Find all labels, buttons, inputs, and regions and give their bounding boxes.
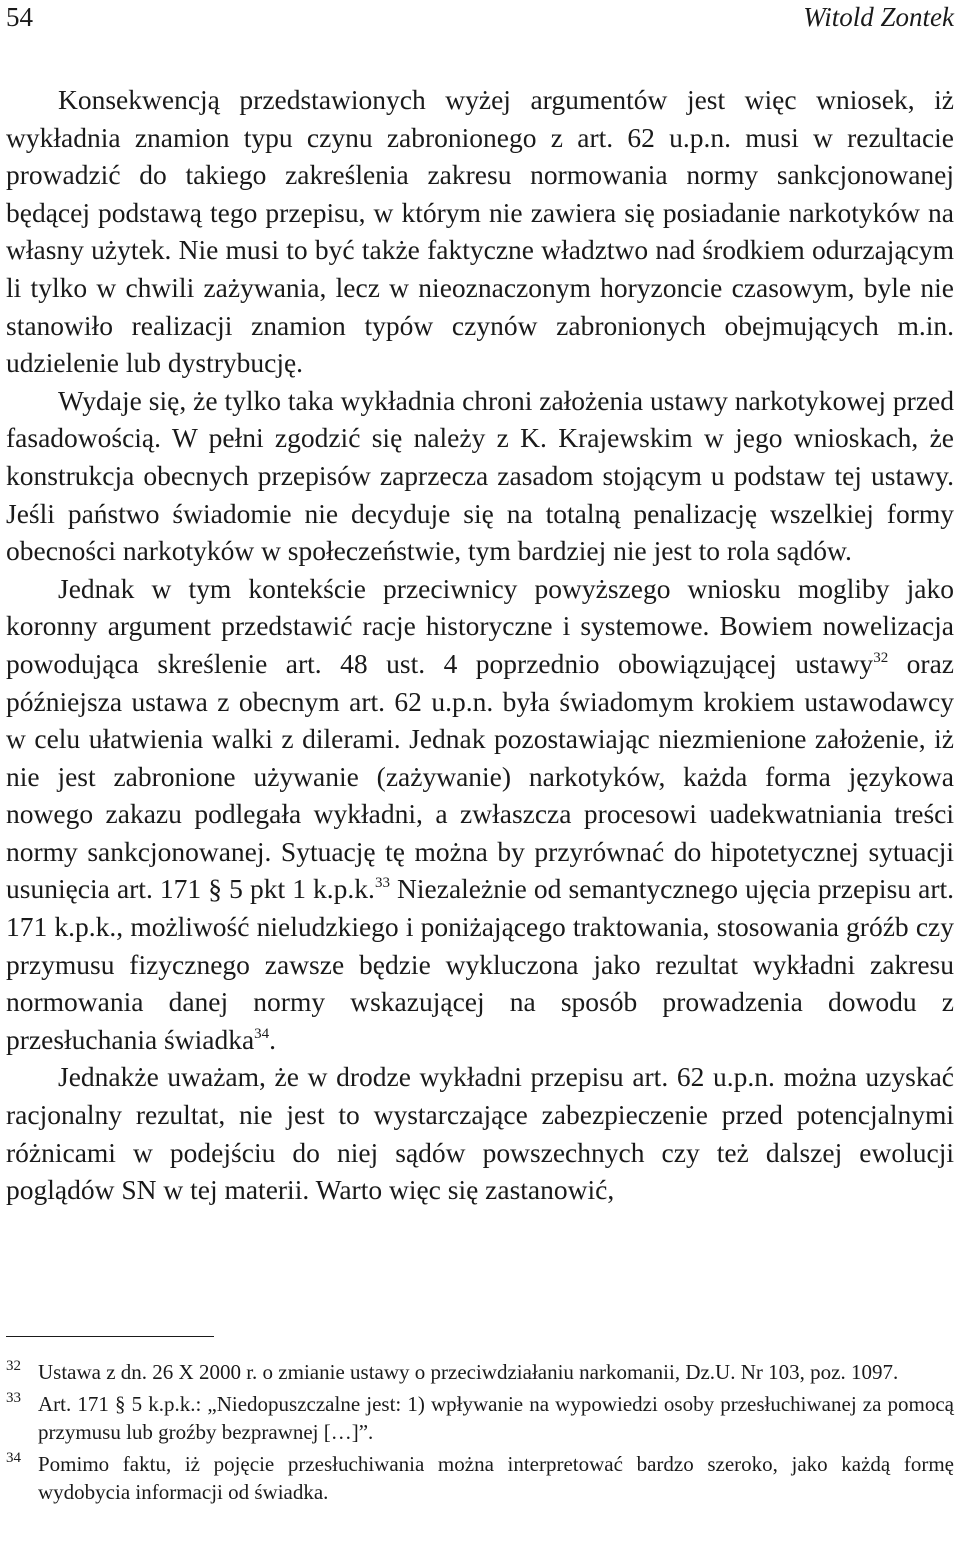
footnote-text: Pomimo faktu, iż pojęcie przesłuchiwania można interpretować bardzo szeroko, jako każdą formę wydobycia informacji od świadka. [38,1451,954,1504]
footnote-text: Ustawa z dn. 26 X 2000 r. o zmianie ustawy o przeciwdziałaniu narkomanii, Dz.U. Nr 103, poz. 1097. [38,1360,899,1384]
footnote-33 [6,1390,954,1447]
paragraph-2: Wydaje się, że tylko taka wykładnia chroni założenia ustawy narkotykowej przed fasadowością. W pełni zgodzić się należy z K. Krajewskim w jego wnioskach, że konstrukcja obecnych przepisów zaprzecza zasadom stojącym u podstaw tej ustawy. Jeśli państwo świadomie nie decyduje się na totalną penalizację wszelkiej formy obecności narkotyków w społeczeństwie, tym bardziej nie jest to rola sądów. [6,384,954,567]
footnote-number: 33 [6,1389,21,1406]
footnotes [6,1358,954,1510]
footnote-32 [6,1358,954,1387]
footnote-number: 32 [6,1358,21,1374]
footnote-text: Art. 171 § 5 k.p.k.: „Niedopuszczalne jest: 1) wpływanie na wypowiedzi osoby przesłuchiwanej za pomocą przymusu lub groźby bezprawnej […]”. [38,1391,954,1444]
body-text [6,81,954,1209]
footnote-ref-32[interactable]: 32 [873,649,889,666]
paragraph-4: Jednakże uważam, że w drodze wykładni przepisu art. 62 u.p.n. można uzyskać racjonalny rezultat, nie jest to wystarczające zabezpieczenie przed potencjalnymi różnicami w podejściu do niej sądów powszechnych czy też dalszej ewolucji poglądów SN w tej materii. Warto więc się zastanowić, [6,1061,954,1206]
paragraph-1: Konsekwencją przedstawionych wyżej argumentów jest więc wniosek, iż wykładnia znamion typu czynu zabronionego z art. 62 u.p.n. musi w rezultacie prowadzić do takiego zakreślenia zakresu normowania normy sankcjonowanej będącej podstawą tego przepisu, w którym nie zawiera się posiadanie narkotyków na własny użytek. Nie musi to być także faktyczne władztwo nad środkiem odurzającym li tylko w chwili zażywania, lecz w nieoznaczonym horyzoncie czasowym, byle nie stanowiło realizacji znamion typów czynów zabronionych obejmujących m.in. udzielenie lub dystrybucję. [6,84,954,379]
running-head-author: Witold Zontek [803,2,954,32]
paragraph-3-text-b: oraz późniejsza ustawa z obecnym art. 62 u.p.n. była świadomym krokiem ustawodawcy w celu ułatwienia walki z dilerami. Jednak pozostawiając niezmienione założenie, iż nie jest zabronione używanie (zażywanie) narkotyków, każda forma językowa nowego zakazu podlegała wykładni, a zwłaszcza procesowi uadekwatniania treści normy sankcjonowanej. Sytuację tę można by przyrównać do hipotetycznej sytuacji usunięcia art. 171 § 5 pkt 1 k.p.k. [6,647,954,905]
page-number: 54 [6,2,33,32]
paragraph-3-text-d: . [269,1023,277,1055]
paragraph-3-text-a: Jednak w tym kontekście przeciwnicy powyższego wniosku mogliby jako koronny argument przedstawić racje historyczne i systemowe. Bowiem nowelizacja powodująca skreślenie art. 48 ust. 4 poprzednio obowiązującej ustawy [6,572,954,679]
footnote-ref-34[interactable]: 34 [254,1025,270,1042]
page-header [6,0,954,40]
footnote-ref-33[interactable]: 33 [374,875,390,892]
footnote-number: 34 [6,1449,21,1466]
paragraph-3-text-c: Niezależnie od semantycznego ujęcia przepisu art. 171 k.p.k., możliwość nieludzkiego i poniżającego traktowania, stosowania gróźb czy przymusu fizycznego zawsze będzie wykluczona jako rezultat wykładni zakresu normowania danej normy wskazującej na sposób prowadzenia dowodu z przesłuchania świadka [6,873,954,1055]
paragraph-3 [6,570,954,1059]
footnote-34 [6,1450,954,1507]
footnote-separator [6,1336,214,1337]
